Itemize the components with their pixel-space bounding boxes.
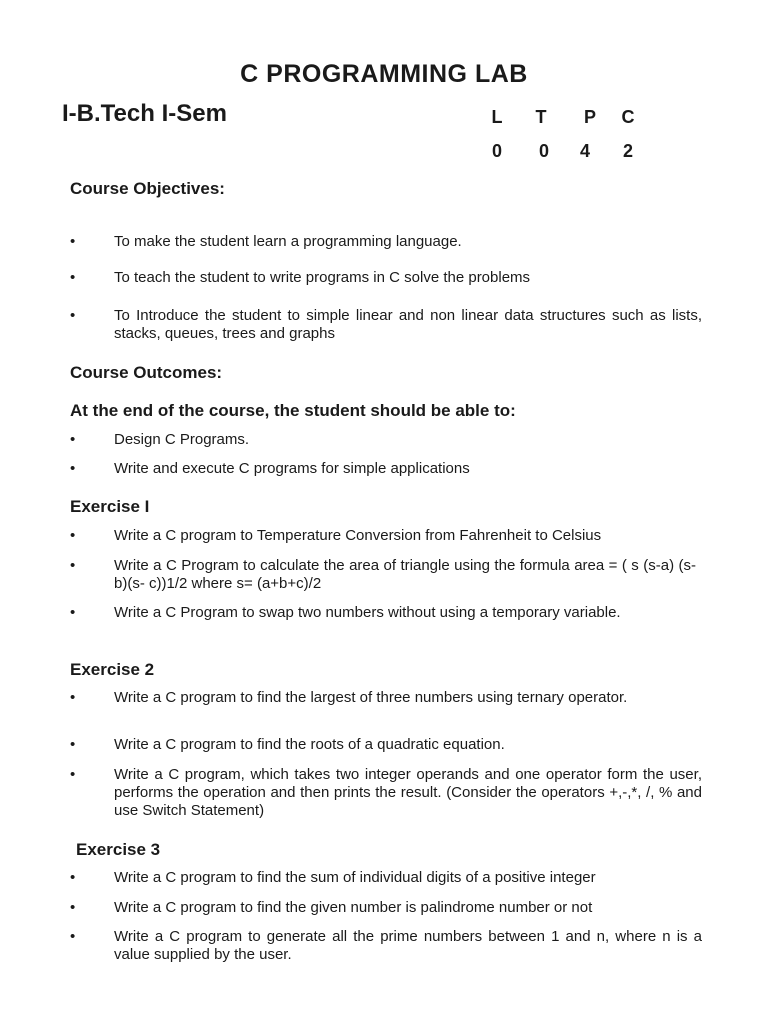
ltpc-value-p: 4 bbox=[579, 141, 590, 161]
bullet: • bbox=[70, 869, 76, 886]
exercise3-heading: Exercise 3 bbox=[76, 840, 161, 859]
objectives-heading: Course Objectives: bbox=[70, 179, 225, 198]
list-item: Write a C Program to calculate the area of triangle using the formula area = ( s (s-a) (s-b)(s- c))1/2 where s= (a+b+c)/2 bbox=[114, 557, 696, 592]
bullet: • bbox=[70, 307, 76, 324]
outcomes-heading: Course Outcomes: bbox=[70, 363, 223, 382]
course-subtitle: I-B.Tech I-Sem bbox=[62, 100, 227, 127]
list-item: Write a C program to Temperature Conversion from Fahrenheit to Celsius bbox=[114, 527, 602, 544]
bullet: • bbox=[70, 604, 76, 621]
list-item: Design C Programs. bbox=[114, 431, 250, 448]
list-item: Write a C program to find the roots of a quadratic equation. bbox=[114, 736, 505, 753]
exercise2-heading: Exercise 2 bbox=[70, 660, 155, 679]
list-item: To Introduce the student to simple linear and non linear data structures such as lists, stacks, queues, trees and graphs bbox=[114, 307, 702, 342]
bullet: • bbox=[70, 689, 76, 706]
bullet: • bbox=[70, 269, 76, 286]
bullet: • bbox=[70, 431, 76, 448]
ltpc-header-p: P bbox=[583, 107, 596, 127]
bullet: • bbox=[70, 557, 76, 574]
list-item: Write and execute C programs for simple applications bbox=[114, 460, 470, 477]
bullet: • bbox=[70, 928, 76, 945]
bullet: • bbox=[70, 736, 76, 753]
bullet: • bbox=[70, 899, 76, 916]
list-item: Write a C program to find the sum of individual digits of a positive integer bbox=[114, 869, 596, 886]
bullet: • bbox=[70, 460, 76, 477]
list-item: To teach the student to write programs in C solve the problems bbox=[114, 269, 531, 286]
list-item-text: Write a C Program to swap two numbers without using a temporary variable. bbox=[114, 604, 621, 621]
list-item: Write a C program to generate all the prime numbers between 1 and n, where n is a value supplied by the user. bbox=[114, 928, 702, 963]
exercise1-heading: Exercise I bbox=[70, 497, 150, 516]
bullet: • bbox=[70, 233, 76, 250]
list-item: Write a C program to find the given number is palindrome number or not bbox=[114, 899, 593, 916]
ltpc-value-l: 0 bbox=[491, 141, 502, 161]
ltpc-header-l: L bbox=[491, 107, 503, 127]
bullet: • bbox=[70, 527, 76, 544]
list-item: To make the student learn a programming language. bbox=[114, 233, 462, 250]
bullet: • bbox=[70, 766, 76, 783]
ltpc-header-t: T bbox=[535, 107, 547, 127]
page-title: C PROGRAMMING LAB bbox=[240, 60, 528, 88]
ltpc-value-t: 0 bbox=[538, 141, 549, 161]
list-item bbox=[70, 604, 710, 622]
list-item: Write a C program, which takes two integer operands and one operator form the user, performs the operation and then prints the result. (Consider the operators +,-,*, /, % and use Switch Statement) bbox=[114, 766, 702, 819]
outcomes-intro: At the end of the course, the student should be able to: bbox=[70, 401, 516, 420]
ltpc-header-c: C bbox=[621, 107, 635, 127]
list-item: Write a C program to find the largest of three numbers using ternary operator. bbox=[114, 689, 628, 706]
ltpc-value-c: 2 bbox=[622, 141, 633, 161]
